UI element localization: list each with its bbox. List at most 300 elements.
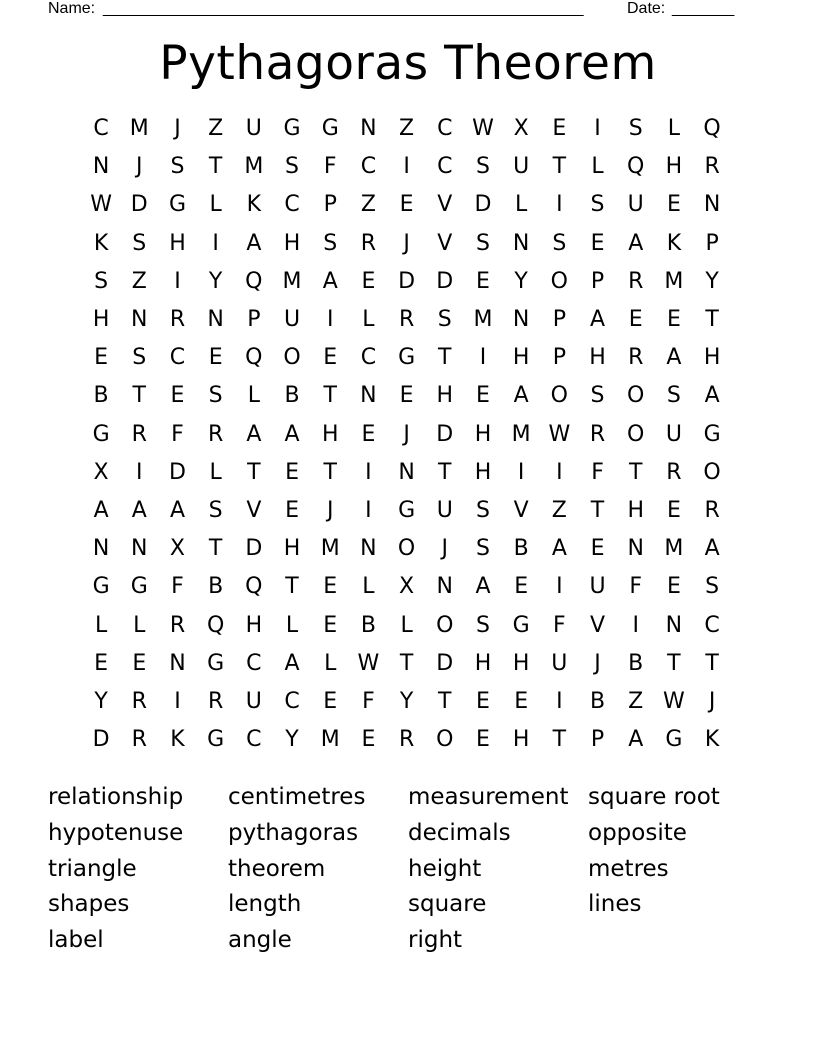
grid-row	[82, 454, 747, 492]
grid-letter: S	[208, 383, 223, 409]
word-bank-item: height	[408, 855, 482, 882]
grid-letter: M	[320, 727, 340, 753]
grid-row	[82, 339, 747, 377]
grid-letter: A	[475, 574, 491, 600]
grid-letter: R	[704, 497, 720, 523]
grid-letter: N	[436, 574, 454, 600]
grid-letter: F	[323, 154, 337, 180]
grid-letter: E	[323, 688, 338, 714]
grid-letter: H	[512, 650, 530, 676]
grid-letter: F	[553, 612, 566, 638]
grid-letter: W	[663, 688, 685, 714]
grid-letter: L	[362, 307, 375, 333]
grid-letter: N	[92, 154, 110, 180]
grid-letter: A	[246, 421, 262, 447]
grid-letter: L	[209, 192, 222, 218]
grid-letter: E	[170, 383, 185, 409]
grid-letter: S	[208, 497, 223, 523]
grid-letter: E	[285, 497, 299, 523]
grid-letter: X	[169, 536, 185, 562]
grid-letter: K	[93, 230, 109, 256]
grid-letter: J	[326, 497, 334, 523]
grid-letter: A	[246, 230, 262, 256]
grid-letter: F	[171, 574, 184, 600]
grid-letter: E	[476, 268, 490, 294]
grid-letter: E	[552, 116, 567, 142]
grid-letter: U	[513, 154, 530, 180]
grid-letter: O	[627, 383, 645, 409]
grid-letter: E	[94, 650, 109, 676]
grid-letter: R	[169, 307, 186, 333]
grid-letter: S	[94, 268, 109, 294]
name-label: Name:	[48, 0, 96, 17]
page-title: Pythagoras Theorem	[159, 36, 657, 91]
grid-letter: D	[474, 192, 492, 218]
grid-letter: E	[666, 307, 681, 333]
grid-letter: E	[399, 192, 414, 218]
grid-letter: D	[130, 192, 148, 218]
grid-letter: B	[360, 612, 376, 638]
grid-letter: H	[245, 612, 263, 638]
word-bank-item: square root	[588, 784, 720, 810]
grid-letter: R	[131, 727, 147, 753]
grid-letter: H	[283, 230, 301, 256]
grid-letter: R	[589, 421, 606, 447]
grid-letter: E	[323, 345, 338, 371]
grid-row	[82, 110, 747, 148]
date-label: Date:	[627, 0, 666, 17]
grid-letter: G	[703, 421, 721, 447]
grid-letter: G	[168, 192, 186, 218]
grid-letter: E	[666, 497, 681, 523]
grid-letter: E	[476, 383, 490, 409]
grid-letter: C	[284, 192, 300, 218]
grid-letter: H	[589, 345, 606, 371]
grid-letter: O	[397, 536, 416, 562]
grid-letter: R	[131, 688, 147, 714]
grid-letter: N	[627, 536, 644, 562]
grid-letter: U	[245, 688, 262, 714]
grid-letter: O	[550, 383, 568, 409]
grid-letter: C	[437, 116, 453, 142]
grid-letter: R	[131, 421, 147, 447]
grid-letter: E	[361, 268, 376, 294]
grid-letter: C	[360, 154, 377, 180]
grid-letter: M	[244, 154, 264, 180]
letter-grid	[82, 110, 747, 759]
grid-letter: H	[92, 307, 110, 333]
grid-letter: T	[438, 345, 452, 371]
grid-row	[82, 416, 747, 454]
grid-letter: J	[708, 688, 716, 714]
grid-letter: R	[704, 154, 720, 180]
grid-row	[82, 606, 747, 644]
grid-letter: S	[132, 230, 147, 256]
grid-letter: E	[132, 650, 147, 676]
grid-letter: E	[628, 307, 643, 333]
grid-letter: I	[174, 268, 181, 294]
grid-letter: I	[479, 345, 487, 371]
grid-letter: V	[246, 497, 262, 523]
grid-letter: G	[207, 650, 225, 676]
grid-letter: A	[284, 650, 300, 676]
grid-letter: T	[552, 154, 567, 180]
grid-letter: L	[209, 459, 222, 485]
grid-row	[82, 225, 747, 263]
grid-letter: Y	[705, 268, 719, 294]
grid-row	[82, 301, 747, 339]
grid-letter: M	[282, 268, 302, 294]
grid-letter: A	[551, 536, 567, 562]
grid-letter: E	[399, 383, 414, 409]
grid-letter: L	[94, 612, 108, 638]
grid-letter: C	[360, 345, 377, 371]
grid-letter: I	[556, 688, 563, 714]
grid-letter: W	[357, 650, 380, 676]
grid-letter: L	[247, 383, 260, 409]
grid-letter: B	[513, 536, 529, 562]
word-bank-item: right	[408, 927, 463, 954]
grid-letter: S	[437, 307, 452, 333]
word-bank-item: pythagoras	[228, 819, 359, 846]
grid-letter: Y	[94, 688, 108, 714]
grid-letter: M	[511, 421, 531, 447]
grid-letter: N	[360, 536, 377, 562]
grid-letter: S	[132, 345, 147, 371]
grid-letter: S	[590, 192, 605, 218]
grid-letter: A	[284, 421, 300, 447]
grid-letter: T	[552, 727, 567, 753]
grid-letter: K	[666, 230, 682, 256]
grid-letter: G	[92, 574, 110, 600]
grid-letter: S	[590, 383, 605, 409]
grid-letter: J	[136, 154, 143, 180]
grid-letter: C	[704, 612, 720, 638]
grid-letter: R	[398, 307, 415, 333]
word-bank-item: hypotenuse	[48, 819, 184, 846]
grid-letter: U	[245, 116, 262, 142]
grid-letter: G	[398, 345, 416, 371]
grid-letter: K	[246, 192, 262, 218]
grid-letter: S	[666, 383, 681, 409]
grid-letter: I	[403, 154, 410, 180]
grid-letter: A	[704, 536, 720, 562]
grid-letter: U	[589, 574, 606, 600]
grid-letter: Q	[245, 345, 263, 371]
grid-letter: Y	[208, 268, 223, 294]
grid-letter: F	[362, 688, 375, 714]
grid-letter: P	[552, 345, 566, 371]
grid-letter: Z	[208, 116, 224, 142]
grid-letter: A	[131, 497, 147, 523]
grid-letter: G	[665, 727, 683, 753]
grid-letter: L	[400, 612, 413, 638]
grid-letter: I	[174, 688, 181, 714]
grid-letter: W	[90, 192, 112, 218]
grid-letter: G	[398, 497, 416, 523]
grid-letter: T	[399, 650, 414, 676]
grid-letter: L	[591, 154, 604, 180]
grid-letter: B	[628, 650, 644, 676]
grid-letter: O	[436, 727, 454, 753]
grid-letter: I	[556, 574, 563, 600]
grid-letter: T	[438, 688, 452, 714]
grid-letter: T	[247, 459, 261, 485]
grid-letter: A	[666, 345, 682, 371]
grid-letter: B	[589, 688, 606, 714]
grid-letter: I	[326, 307, 334, 333]
grid-letter: M	[320, 536, 340, 562]
grid-letter: Z	[360, 192, 376, 218]
name-field-line: ______________________________________________________	[103, 0, 584, 17]
word-bank-item: theorem	[228, 855, 326, 882]
grid-letter: D	[398, 268, 416, 294]
grid-letter: D	[92, 727, 110, 753]
grid-letter: E	[94, 345, 109, 371]
grid-row	[82, 186, 747, 224]
word-bank-item: metres	[588, 855, 669, 882]
grid-letter: I	[594, 116, 601, 142]
grid-letter: R	[628, 345, 644, 371]
word-bank-item: length	[228, 891, 302, 918]
grid-letter: T	[208, 154, 223, 180]
grid-letter: S	[475, 612, 490, 638]
grid-letter: H	[474, 650, 492, 676]
grid-letter: R	[360, 230, 377, 256]
grid-letter: T	[438, 459, 452, 485]
grid-letter: D	[436, 421, 454, 447]
grid-letter: A	[513, 383, 529, 409]
grid-letter: Q	[627, 154, 645, 180]
grid-letter: T	[132, 383, 146, 409]
grid-letter: M	[129, 116, 149, 142]
grid-letter: N	[360, 116, 377, 142]
grid-letter: I	[517, 459, 525, 485]
grid-letter: Z	[628, 688, 644, 714]
grid-letter: O	[550, 268, 568, 294]
grid-letter: T	[323, 459, 337, 485]
grid-letter: D	[168, 459, 186, 485]
grid-letter: E	[514, 574, 529, 600]
grid-letter: L	[667, 116, 681, 142]
grid-letter: O	[283, 345, 301, 371]
grid-letter: N	[131, 307, 148, 333]
grid-letter: D	[436, 268, 454, 294]
grid-row	[82, 148, 747, 186]
grid-letter: Q	[245, 574, 263, 600]
grid-letter: N	[169, 650, 186, 676]
grid-letter: G	[512, 612, 530, 638]
grid-letter: N	[207, 307, 224, 333]
grid-letter: Q	[703, 116, 721, 142]
grid-letter: L	[515, 192, 528, 218]
grid-letter: Y	[514, 268, 528, 294]
grid-row	[82, 263, 747, 301]
grid-letter: C	[437, 154, 453, 180]
grid-letter: V	[437, 230, 453, 256]
grid-letter: N	[131, 536, 148, 562]
grid-letter: S	[323, 230, 338, 256]
grid-row	[82, 492, 747, 530]
grid-letter: S	[475, 536, 490, 562]
grid-letter: U	[627, 192, 644, 218]
grid-letter: L	[324, 650, 337, 676]
word-bank	[48, 779, 768, 958]
grid-letter: J	[441, 536, 449, 562]
grid-letter: I	[632, 612, 639, 638]
grid-letter: K	[170, 727, 185, 753]
grid-letter: E	[476, 727, 490, 753]
grid-letter: Z	[399, 116, 415, 142]
grid-letter: E	[476, 688, 490, 714]
word-bank-item: measurement	[408, 784, 569, 810]
grid-letter: E	[361, 421, 376, 447]
word-bank-item: centimetres	[228, 784, 366, 810]
word-bank-item: triangle	[48, 855, 137, 882]
grid-letter: R	[666, 459, 682, 485]
grid-letter: S	[475, 497, 490, 523]
grid-letter: A	[169, 497, 185, 523]
word-bank-item: decimals	[408, 819, 511, 846]
grid-letter: N	[665, 612, 683, 638]
grid-letter: E	[285, 459, 299, 485]
grid-letter: T	[628, 459, 643, 485]
grid-letter: I	[365, 459, 372, 485]
grid-letter: P	[590, 727, 605, 753]
grid-letter: H	[474, 459, 492, 485]
grid-letter: V	[437, 192, 453, 218]
word-bank-item: angle	[228, 927, 292, 954]
grid-letter: I	[556, 459, 563, 485]
grid-letter: B	[208, 574, 224, 600]
grid-letter: D	[436, 650, 454, 676]
grid-letter: H	[512, 727, 530, 753]
grid-letter: C	[284, 688, 300, 714]
grid-letter: Q	[206, 612, 225, 638]
grid-letter: S	[475, 230, 490, 256]
grid-letter: N	[512, 230, 530, 256]
grid-letter: S	[628, 116, 643, 142]
grid-letter: G	[283, 116, 301, 142]
grid-letter: E	[514, 688, 529, 714]
grid-letter: H	[474, 421, 492, 447]
grid-letter: P	[323, 192, 337, 218]
grid-letter: R	[628, 268, 644, 294]
word-bank-item: lines	[588, 891, 642, 918]
grid-letter: S	[552, 230, 567, 256]
grid-letter: E	[208, 345, 223, 371]
grid-letter: E	[590, 230, 605, 256]
grid-letter: I	[556, 192, 563, 218]
grid-letter: A	[628, 727, 644, 753]
grid-row	[82, 377, 747, 415]
grid-letter: I	[136, 459, 143, 485]
grid-letter: G	[207, 727, 225, 753]
grid-letter: N	[703, 192, 721, 218]
grid-letter: Q	[245, 268, 263, 294]
grid-letter: J	[174, 116, 181, 142]
grid-letter: R	[398, 727, 415, 753]
grid-letter: M	[664, 536, 684, 562]
grid-letter: H	[321, 421, 339, 447]
grid-letter: A	[628, 230, 644, 256]
grid-row	[82, 568, 747, 606]
grid-letter: N	[92, 536, 110, 562]
grid-letter: H	[283, 536, 301, 562]
grid-letter: M	[473, 307, 493, 333]
grid-letter: L	[362, 574, 375, 600]
grid-letter: I	[365, 497, 372, 523]
grid-letter: Y	[285, 727, 299, 753]
grid-letter: E	[323, 574, 338, 600]
grid-letter: E	[323, 612, 338, 638]
grid-letter: E	[666, 574, 681, 600]
grid-letter: H	[436, 383, 454, 409]
word-bank-item: shapes	[48, 891, 130, 918]
grid-letter: L	[285, 612, 299, 638]
grid-letter: P	[590, 268, 605, 294]
grid-letter: T	[590, 497, 605, 523]
grid-letter: L	[133, 612, 146, 638]
grid-letter: T	[285, 574, 299, 600]
grid-letter: E	[361, 727, 376, 753]
grid-letter: T	[323, 383, 337, 409]
grid-letter: P	[552, 307, 566, 333]
grid-letter: F	[629, 574, 643, 600]
grid-letter: A	[590, 307, 606, 333]
grid-letter: I	[212, 230, 219, 256]
word-bank-item: square	[408, 891, 487, 918]
grid-letter: O	[436, 612, 454, 638]
grid-letter: V	[590, 612, 606, 638]
grid-letter: R	[208, 688, 224, 714]
grid-letter: G	[321, 116, 339, 142]
grid-letter: P	[705, 230, 719, 256]
grid-letter: B	[93, 383, 109, 409]
grid-letter: P	[247, 307, 261, 333]
grid-letter: D	[245, 536, 263, 562]
grid-letter: G	[130, 574, 148, 600]
grid-letter: A	[322, 268, 338, 294]
word-bank-item: label	[48, 927, 104, 954]
grid-letter: M	[664, 268, 684, 294]
grid-letter: X	[513, 116, 529, 142]
grid-letter: O	[627, 421, 645, 447]
grid-letter: T	[705, 307, 719, 333]
grid-letter: J	[403, 421, 410, 447]
grid-letter: U	[551, 650, 568, 676]
grid-row	[82, 530, 747, 568]
grid-letter: J	[594, 650, 601, 676]
grid-row	[82, 645, 747, 683]
header	[48, 0, 748, 20]
grid-letter: F	[591, 459, 604, 485]
grid-letter: X	[399, 574, 415, 600]
grid-letter: H	[703, 345, 721, 371]
grid-letter: C	[93, 116, 109, 142]
grid-letter: F	[171, 421, 184, 447]
grid-letter: E	[590, 536, 605, 562]
grid-letter: S	[285, 154, 300, 180]
grid-letter: U	[283, 307, 301, 333]
grid-row	[82, 683, 747, 721]
grid-letter: N	[360, 383, 377, 409]
grid-letter: T	[705, 650, 719, 676]
grid-row	[82, 721, 747, 759]
grid-letter: H	[627, 497, 644, 523]
grid-letter: W	[472, 116, 494, 142]
grid-letter: H	[665, 154, 683, 180]
